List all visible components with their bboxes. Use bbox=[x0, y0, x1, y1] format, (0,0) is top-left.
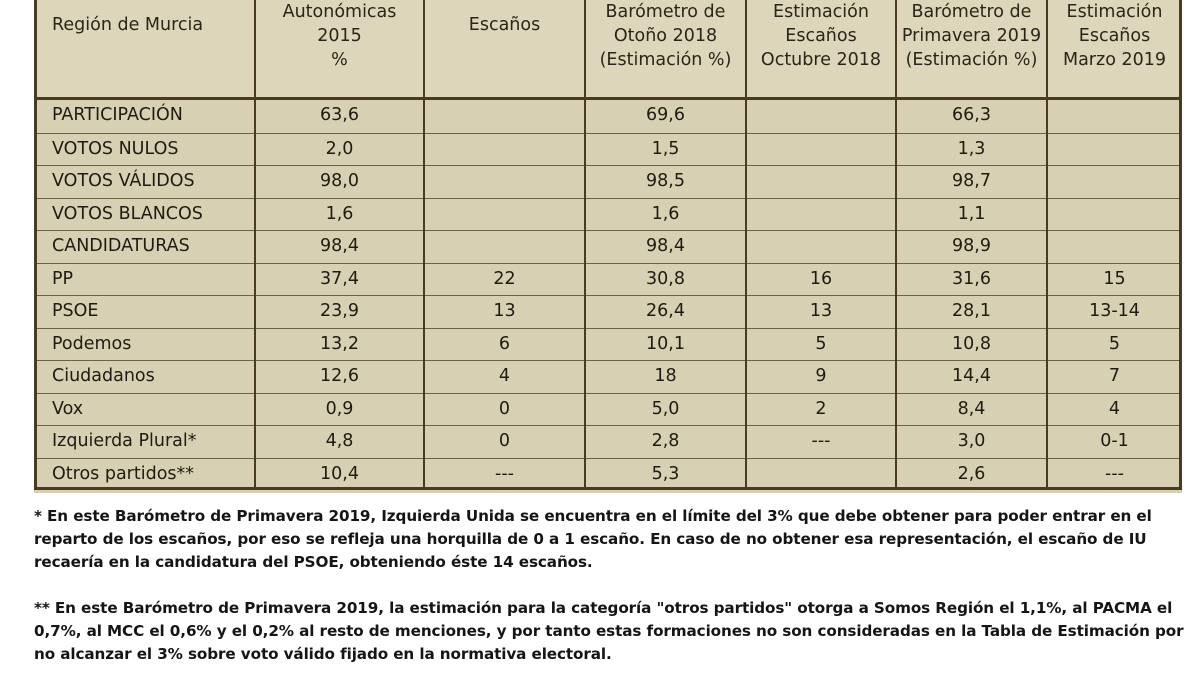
table-cell: 1,6 bbox=[325, 203, 354, 224]
table-cell: 13 bbox=[493, 301, 516, 321]
table-cell: 69,6 bbox=[646, 105, 685, 125]
row-label: VOTOS NULOS bbox=[52, 138, 179, 159]
table-cell: 5 bbox=[815, 333, 827, 354]
column-header-line: Región de Murcia bbox=[52, 15, 204, 35]
row-label: Otros partidos** bbox=[52, 463, 195, 484]
table-cell: 15 bbox=[1103, 268, 1126, 289]
table-cell: --- bbox=[811, 431, 831, 451]
column-header-line: Otoño 2018 bbox=[613, 26, 718, 46]
column-header-line: Escaños bbox=[1078, 26, 1151, 46]
table-frame bbox=[34, 0, 1182, 490]
table-cell: 12,6 bbox=[320, 366, 359, 386]
column-header-line: Escaños bbox=[468, 15, 541, 35]
table-cell: 10,4 bbox=[320, 463, 359, 484]
table-cell: 98,9 bbox=[952, 236, 991, 256]
column-header-line: Primavera 2019 bbox=[901, 26, 1042, 46]
table-cell: 10,8 bbox=[952, 333, 991, 354]
row-label: Podemos bbox=[52, 333, 132, 354]
footnote-izquierda-plural: * En este Barómetro de Primavera 2019, Izquierda Unida se encuentra en el límite del 3% que debe obtener para poder entrar en el reparto de los escaños, por eso se refleja una horquilla de 0 a 1 escaño. En caso de no obtener esa representación, el escaño de IU recaería en la candidatura del PSOE, obteniendo éste 14 escaños. bbox=[34, 507, 1152, 571]
table-cell: 2,6 bbox=[957, 463, 986, 484]
row-label: PSOE bbox=[52, 301, 99, 321]
column-header-line: Barómetro de bbox=[911, 2, 1032, 22]
table-cell: 66,3 bbox=[952, 105, 991, 125]
column-header-line: (Estimación %) bbox=[599, 50, 732, 70]
column-header-line: 2015 bbox=[317, 26, 362, 46]
row-label: CANDIDATURAS bbox=[52, 236, 190, 256]
table-cell: 4,8 bbox=[325, 431, 354, 451]
table-cell: 1,3 bbox=[957, 138, 986, 159]
footnote-otros-partidos: ** En este Barómetro de Primavera 2019, la estimación para la categoría "otros partidos" otorga a Somos Región el 1,1%, al PACMA el 0,7%, al MCC el 0,6% y el 0,2% al resto de menciones, y por tanto estas formaciones no son consideradas en la Tabla de Estimación por no alcanzar el 3% sobre voto válido fijado en la normativa electoral. bbox=[34, 599, 1184, 663]
table-cell: 37,4 bbox=[320, 268, 359, 289]
table-cell: 6 bbox=[498, 333, 511, 354]
table-cell: 0 bbox=[498, 398, 511, 419]
table-cell: 28,1 bbox=[952, 301, 991, 321]
table-cell: 5,3 bbox=[651, 463, 680, 484]
table-cell: 63,6 bbox=[320, 105, 359, 125]
row-label: PARTICIPACIÓN bbox=[52, 105, 183, 125]
table-cell: 9 bbox=[815, 366, 827, 386]
table-cell: 16 bbox=[809, 268, 833, 289]
table-cell: 4 bbox=[1108, 398, 1121, 419]
table-cell: 0 bbox=[498, 431, 511, 451]
column-header-line: Estimación bbox=[1066, 2, 1163, 22]
table-cell: 2 bbox=[815, 398, 827, 419]
table-cell: 22 bbox=[493, 268, 516, 289]
table-cell: 23,9 bbox=[320, 301, 359, 321]
row-label: Izquierda Plural* bbox=[52, 431, 197, 451]
table-cell: 0,9 bbox=[325, 398, 354, 419]
table-cell: 5,0 bbox=[651, 398, 680, 419]
table-cell: 7 bbox=[1108, 366, 1121, 386]
row-label: PP bbox=[52, 268, 74, 289]
column-header-line: Marzo 2019 bbox=[1062, 50, 1166, 70]
table-cell: 98,5 bbox=[646, 171, 685, 191]
column-header-line: Estimación bbox=[773, 2, 869, 22]
table-cell: 30,8 bbox=[646, 268, 685, 289]
table-cell: 10,1 bbox=[646, 333, 685, 354]
table-cell: 18 bbox=[654, 366, 677, 386]
table-cell: 4 bbox=[498, 366, 511, 386]
table-cell: 0-1 bbox=[1100, 431, 1129, 451]
table-cell: 8,4 bbox=[957, 398, 986, 419]
column-header-line: Octubre 2018 bbox=[760, 50, 882, 70]
table-cell: 13 bbox=[809, 301, 833, 321]
table-cell: --- bbox=[1105, 463, 1124, 484]
table-cell: 98,0 bbox=[320, 171, 359, 191]
table-cell: 98,4 bbox=[646, 236, 685, 256]
row-label: VOTOS BLANCOS bbox=[52, 203, 203, 224]
table-cell: 2,8 bbox=[651, 431, 680, 451]
table-cell: 98,7 bbox=[952, 171, 991, 191]
row-label: Vox bbox=[52, 398, 84, 419]
table-cell: 1,1 bbox=[957, 203, 986, 224]
column-header-line: Barómetro de bbox=[605, 2, 726, 22]
results-table bbox=[34, 0, 1182, 493]
table-cell: 3,0 bbox=[957, 431, 986, 451]
table-cell: 2,0 bbox=[325, 138, 354, 159]
row-label: Ciudadanos bbox=[52, 366, 155, 386]
table-cell: 1,5 bbox=[651, 138, 680, 159]
column-header-line: % bbox=[331, 50, 348, 70]
table-cell: 13,2 bbox=[320, 333, 359, 354]
table-cell: 14,4 bbox=[952, 366, 991, 386]
table-cell: --- bbox=[495, 463, 514, 484]
table-cell: 1,6 bbox=[651, 203, 680, 224]
column-header-line: Autonómicas bbox=[282, 2, 397, 22]
footnotes bbox=[34, 505, 1184, 689]
table-cell: 31,6 bbox=[952, 268, 991, 289]
table-cell: 5 bbox=[1108, 333, 1121, 354]
table-cell: 98,4 bbox=[320, 236, 359, 256]
column-header-line: Escaños bbox=[785, 26, 857, 46]
table-cell: 13-14 bbox=[1089, 301, 1140, 321]
row-label: VOTOS VÁLIDOS bbox=[52, 171, 195, 191]
table-cell: 26,4 bbox=[646, 301, 685, 321]
column-header-line: (Estimación %) bbox=[905, 50, 1038, 70]
